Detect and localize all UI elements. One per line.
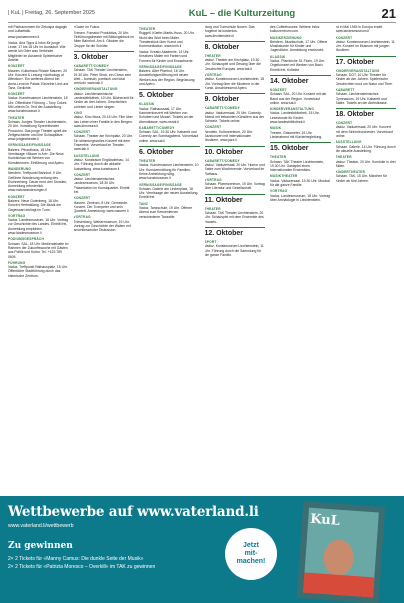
date-heading: 18. Oktober bbox=[336, 108, 397, 119]
event-entry: Schaan. TAK Theater Liechtenstein, 20 Uhr. Schauspiel mit dem Ensemble des Hauses. bbox=[204, 211, 264, 224]
banner-prize-2: 2× 2 Tickets für «Patrizia Moresco – Overkill» im TAK zu gewinnen bbox=[8, 564, 156, 570]
category-label: FÜHRUNG bbox=[8, 260, 26, 265]
date-heading: 3. Oktober bbox=[74, 51, 135, 62]
event-entry: Vaduz. Vaduzersaal, 20 Uhr. Humor und Satire zum Wochenende. Vorverkauf im Rathaus. bbox=[204, 162, 265, 176]
event-entry: Vaduz. Vaduzersaal, 20 Uhr. Comedy-Abend mit bekannten Künstlern aus der Schweiz. Tickets online. bbox=[204, 110, 265, 124]
event-entry: www.pachamomen.li bbox=[8, 35, 40, 40]
category-label: THEATER bbox=[335, 155, 352, 160]
event-entry: Schaan. SAL, 19.30 Uhr. Kabarett und Comedy am Sonntagabend. Vorverkauf online. www.sal.li bbox=[139, 130, 199, 143]
event-entry: Schaan. Galerie, 14 Uhr. Führung durch die aktuelle Ausstellung. bbox=[335, 144, 396, 153]
page-header bbox=[8, 4, 396, 22]
event-entry: Vaduz. Kunstmuseum Liechtenstein, 11 Uhr. Führung durch die Sammlung für die ganze Familie. bbox=[204, 244, 264, 257]
date-heading: 12. Oktober bbox=[205, 227, 266, 238]
event-entry: Triesen. Fomatici Produktiva, 20 Uhr. Einführungstheater mit Bildungsblock im Alten Bahnhof. Am 4. Oktober die Gruppe für die Schüler. bbox=[73, 30, 134, 48]
date-heading: 9. Oktober bbox=[205, 93, 266, 104]
event-entry: Mauren. Kulturhaus Rössle Mauren, 20 Uhr. Konzert & Lesung «Anthology of Affection». Ein weiteres Abend bei Anna-Lena im Palast. Einzelne Lied und Tanz, Gedichte. bbox=[8, 68, 69, 90]
event-entry: Vaduz. Theater am Kirchplatz, 19.30 Uhr. Schauspiel und Gesang über die Geschichte Europas. www.tak.li bbox=[204, 58, 261, 71]
category-label: THEATER bbox=[139, 159, 156, 164]
event-entry: Vaduz. Theater, 20 Uhr. Komödie in drei Akten. bbox=[335, 159, 396, 168]
event-entry: Vaduz. Kreativ Akademie, 14 Uhr. Kreatives Malen mit Farben und Formen für Kinder und Erwachsene. bbox=[139, 49, 194, 63]
category-label: KABARETT/COMEDY bbox=[139, 125, 175, 130]
event-entry: «Gaia» im Fokus. bbox=[73, 25, 101, 29]
event-entry: Vaduz. Landesmuseum, 18 Uhr. Vortrag zur Geschichte des Landes. Eintritt frei, Anmeldung empfohlen. www.landesmuseum.li bbox=[8, 218, 69, 236]
category-label: VORTRAG bbox=[270, 189, 288, 194]
badge-line-2: mit- bbox=[244, 550, 258, 557]
date-heading: 11. Oktober bbox=[205, 194, 266, 205]
section-title: KuL – die Kulturzeitung bbox=[188, 7, 296, 19]
category-label: MUSIKTHEATER bbox=[270, 174, 298, 179]
category-label: KINDERVERANSTALTUNG bbox=[270, 107, 314, 112]
event-entry: dung und Tumschule Nosen. Das Angebot ist kostenlos. www.liechtenstein.li bbox=[204, 25, 255, 38]
banner-prize-1: 2× 2 Tickets für «Manny Camus: Die dunkle Seite der Musik» bbox=[8, 556, 144, 562]
category-label: VERNISSAGE/FINISSAGE bbox=[8, 143, 51, 148]
date-heading: 14. Oktober bbox=[270, 75, 331, 86]
event-entry: Schaan. Junges Theater Liechtenstein, 20 Uhr. Vorstellung Sprechtheater Pinocchio. Das junge Theater spielt die Zeitgeschichte und ihre Schauplätze. www.jungestheater.li bbox=[8, 119, 67, 142]
event-entry: Schaan. Pfarreizentrum, 19 Uhr. Vortrag über Literatur und Gesellschaft. bbox=[204, 182, 265, 191]
category-label: VORTRAG bbox=[8, 213, 26, 218]
page-number: 21 bbox=[381, 5, 396, 21]
date-heading: 17. Oktober bbox=[336, 56, 397, 67]
participate-badge[interactable] bbox=[225, 528, 277, 580]
event-entry: Vaduz. Kino Mura, 20.15 Uhr. Film über das Leben einer Familie in den Bergen. www.kinomura.li bbox=[73, 115, 133, 128]
event-entry: Schaan. TAK Theater Liechtenstein, 19.30 Uhr. Gastspiel eines internationalen Ensembles. bbox=[270, 159, 325, 173]
date-heading: 15. Oktober bbox=[270, 142, 331, 153]
event-entry: Vaduz. Rathaussaal, 17 Uhr. Kammerkonzert mit Werken von Schubert und Mozart. Tickets an der Abendkasse. www.musik.li bbox=[139, 106, 194, 124]
banner-win-heading: Zu gewinnen bbox=[8, 541, 73, 551]
column-6 bbox=[336, 25, 397, 493]
event-entry: Vaduz. Landesbibliothek, 15 Uhr. Lesestunde für Kinder. www.landesbibliothek.li bbox=[270, 111, 320, 125]
category-label: THEATER bbox=[204, 206, 221, 211]
contest-banner[interactable] bbox=[0, 496, 404, 603]
event-entry: Bendern. Musikschule, 17 Uhr. Offene Musikstunde für Kinder und Jugendliche. Anmeldung erwünscht. bbox=[270, 39, 328, 53]
column-3 bbox=[139, 25, 200, 493]
event-entry: Vaduz. Pfarrkirche St. Florin, 19 Uhr. Orgelkonzert mit Werken von Bach. Eintritt frei, Kollekte. bbox=[270, 59, 325, 72]
category-label: VERNISSAGE/FINISSAGE bbox=[139, 64, 182, 69]
category-label: PODIUMSGESPRÄCH bbox=[8, 237, 44, 242]
event-entry: Vaduz. Kunstmuseum Liechtenstein, 18 Uhr. Vortrag über die Moderne in der Kunst. Anschliessend Apéro. bbox=[204, 77, 264, 90]
category-label: KABARETT/COMEDY bbox=[73, 63, 109, 68]
event-entry: Vaduz. Landesmuseum, 18 Uhr. Vortrag über Archäologie in Liechtenstein. bbox=[270, 193, 331, 202]
header-rule bbox=[8, 22, 396, 23]
category-label: KONZERT bbox=[73, 130, 91, 135]
category-label: KABARETT bbox=[335, 87, 355, 92]
event-entry: Ruggell. Küefer-Martis-Huus, 20 Uhr. Nicht das Wort beim Maler. Theaterstück über Kunst und Kommunikation. www.kmh.li bbox=[139, 31, 195, 49]
category-label: MUSIKERZIEHUNG bbox=[270, 35, 302, 40]
category-label: VORTRAG bbox=[73, 215, 91, 220]
category-label: KLASSIK bbox=[270, 54, 286, 59]
event-entry: Vaduz. Tanzschule, 19 Uhr. Offener Abend zum Kennenlernen verschiedener Tanzstile. bbox=[139, 206, 193, 219]
category-label: KABARETT/COMEDY bbox=[204, 158, 240, 163]
magazine-cover-image bbox=[297, 501, 386, 603]
category-label: KLASSIK bbox=[139, 102, 155, 107]
event-entry: Triesen. Gasometer, 19 Uhr. Liederabend mit Klavierbegleitung. bbox=[270, 130, 323, 139]
event-entry: mit Pachamomem für Zirkuspa dagogik und Luftartistik. bbox=[8, 25, 67, 34]
event-entry: Vaduz. Vaduzersaal, 20 Uhr. Konzert mit dem Sinfonieorchester. Vorverkauf online. bbox=[335, 125, 393, 139]
category-label: KABARETT/COMEDY bbox=[204, 106, 240, 111]
event-entry: Nendeln. Kulturzentrum, 20 Uhr. Jazzkonzert mit internationalen Musikern. www.jazz.li bbox=[204, 129, 253, 143]
category-label: KONZERT bbox=[73, 196, 91, 201]
category-label: KONZERT bbox=[8, 194, 25, 199]
event-entry: Balzers. Neue Gutenberg, 18 Uhr. Konzert Herbstklang. Die Musik der Gegenwart erklingt im Turm. bbox=[8, 198, 62, 212]
event-entry: Vaduz. Kunstmuseum Liechtenstein, 10 Uhr. Kunstvermittlung für Familien. Keine Anmeldung nötig. www.kunstmuseum.li bbox=[139, 163, 199, 181]
date-heading: 5. Oktober bbox=[139, 89, 200, 100]
category-label: KONZERT bbox=[204, 125, 222, 130]
column-2 bbox=[74, 25, 135, 493]
cover-title: KuL bbox=[309, 511, 341, 529]
category-label: THEATER bbox=[139, 27, 156, 31]
category-label: KONZERT bbox=[335, 35, 353, 40]
category-label: KONZERT bbox=[73, 172, 91, 177]
category-label: MUSIK bbox=[270, 126, 282, 131]
category-label: KONZERT bbox=[270, 87, 287, 92]
event-entry: Vaduz. Vaduzersaal, 19.30 Uhr. Musical für die ganze Familie. bbox=[270, 178, 330, 188]
event-entry: Schaan. Galerie am Lindenplatz, 18 Uhr. Vernissage der neuen Ausstellung. Eintritt frei. bbox=[139, 186, 199, 200]
event-entry: Triesenberg. Walsermuseum, 19 Uhr. Vortrag zur Geschichte der Walser mit anschliessender Diskussion. bbox=[73, 219, 131, 233]
category-label: VERNISSAGE/FINISSAGE bbox=[139, 182, 182, 187]
column-1 bbox=[8, 25, 69, 493]
event-entry: Vaduz. Kunstmuseum Liechtenstein, 18 Uhr. Öffentliche Führung – Tony Cokes. Mit Leiterin Dr. Text der Ausstellung. www.kunstmuseum.li bbox=[8, 96, 68, 114]
category-label: WANDERUNG bbox=[8, 166, 32, 171]
event-entry: Schaan. DOT, 10 Uhr. Theater für Kinder ab vier Jahren. Spielerische Geschichten rund um Natur und Tiere. bbox=[335, 73, 393, 86]
event-entry: Schaan. SAL, 20 Uhr. Konzert mit der Band aus der Region. Vorverkauf online. www.sal.li bbox=[270, 92, 327, 105]
event-entry: Nendeln. Treffpunkt Bahnhof, 9 Uhr. Geführte Wanderung entlang des Eschnerberg. Dauer rund drei Stunden, Anmeldung erforderlich. www.naturwanderungen.li bbox=[8, 171, 68, 193]
event-entry: Vaduz. Kunstraum Engländerbau, 14 Uhr. Führung durch die aktuelle Ausstellung. www.kunstraum.li bbox=[73, 157, 129, 171]
category-label: AUSSTELLUNG bbox=[335, 140, 362, 145]
category-label: KONZERT bbox=[8, 92, 25, 97]
category-label: KINDERTHEATER bbox=[335, 170, 366, 175]
column-4 bbox=[205, 25, 266, 493]
event-entry: Schaan. Liechtensteinisches Gymnasium, 19 Uhr. Kabarett und Satire. Tickets an der Abendkasse. bbox=[335, 92, 388, 105]
banner-url[interactable]: www.vaterland.li/wettbewerb bbox=[8, 523, 74, 529]
event-entry: des Coffeehouses. Weitere Infos: kulturzentrum.com. bbox=[270, 25, 321, 34]
date-heading: 6. Oktober bbox=[139, 146, 200, 157]
event-entry: Mauren. Zentrum, 8 Uhr. Gemeinde-Konzert. Der Trompeter und sein Quartett. Anmeldung: www.mauren.li bbox=[73, 200, 129, 214]
category-label: AUSSTELLUNG bbox=[73, 153, 100, 158]
category-label: KONZERT bbox=[8, 64, 25, 69]
event-entry: ist in Mai 1945 in Europa endet. www.landesmuseum.li bbox=[335, 25, 384, 34]
category-label: VORTRAG bbox=[204, 177, 222, 182]
category-label: SPORT bbox=[204, 239, 217, 244]
category-label: KINDERVERANSTALTUNG bbox=[73, 87, 118, 92]
badge-line-3: machen! bbox=[236, 558, 266, 565]
category-label: THEATER bbox=[8, 115, 25, 120]
category-label: KINDERVERANSTALTUNG bbox=[335, 68, 380, 73]
event-entry: Balzers. Alter Pfarrhof, 16 Uhr. Ausstellungseröffnung mit neuen Werken aus der Region. Begrüssung und Apéro. bbox=[139, 69, 195, 87]
event-entry: Schaan. TAK, 15 Uhr. Märchen für Kinder ab fünf Jahren. bbox=[335, 174, 388, 183]
category-label: THEATER bbox=[204, 53, 221, 58]
header-date: | KuL | Freitag, 26. September 2025 bbox=[8, 10, 96, 16]
category-label: KINO bbox=[73, 110, 83, 115]
date-heading: 10. Oktober bbox=[205, 146, 266, 157]
event-entry: Vaduz. Liechtensteinisches Landesmuseum, 18.30 Uhr. Präsentation im Kunstquartier. Eintritt frei. bbox=[73, 177, 130, 194]
badge-line-1: Jetzt bbox=[243, 542, 259, 549]
event-entry: Schaan. Theater am Kirchplatz, 20 Uhr. Ein stimmungsvolles Konzert mit dem Ensemble. Vorverkauf im Theater. www.tak.li bbox=[73, 134, 133, 152]
event-columns bbox=[8, 25, 396, 493]
event-entry: Vaduz. Kunstmuseum Liechtenstein, 11 Uhr. Konzert im Museum mit jungen Musikern. bbox=[335, 39, 395, 53]
event-entry: Vaduz. Aha Tipps & Infos für junge Leute, 17 bis 18 Uhr im Auviaduit. Wie werde ich Oder was Verbindet Mitglieder im Aussendi Spielerischer Anteile. bbox=[8, 40, 66, 63]
event-entry: Schaan. TAK Theater Liechtenstein, 19.30 Uhr. Peter Shub, ein Clown sein Welt – komisch, poetisch und total verrückt. www.tak.li bbox=[73, 68, 131, 86]
event-entry: Schaan. SAL, 18 Uhr. Mediendebatte im Rahmen der Zukunftswoche mit Gästen aus Politik und Kultur. Tel. +423 789 0606 bbox=[8, 241, 69, 259]
event-entry: Balzers. Pfrundhaus, 18 Uhr. Vernissage «Bloom in Art». Die Neue Kunstschau mit Werken von Künstlerinnen. Einführung und Apéro. bbox=[8, 147, 65, 165]
category-label: VORTRAG bbox=[204, 73, 222, 78]
banner-title: Wettbewerbe auf www.vaterland.li bbox=[8, 504, 259, 520]
cover-sign bbox=[303, 573, 374, 598]
event-entry: Vaduz. Treffpunkt Rathausplatz, 15 Uhr. Öffentliche Stadtführung durch das historische Zentrum. bbox=[8, 265, 68, 278]
category-label: KONZERT bbox=[335, 121, 353, 126]
category-label: THEATER bbox=[270, 155, 287, 160]
category-label: TANZ bbox=[139, 201, 149, 206]
event-entry: Vaduz. Liechtensteinische Landesbibliothek, 10 Uhr. Bücherzeit für Kinder ab drei Jahren. Geschichten vorlesen und Lieder singen. bbox=[73, 91, 134, 109]
date-heading: 8. Oktober bbox=[205, 41, 266, 52]
column-5 bbox=[270, 25, 331, 493]
